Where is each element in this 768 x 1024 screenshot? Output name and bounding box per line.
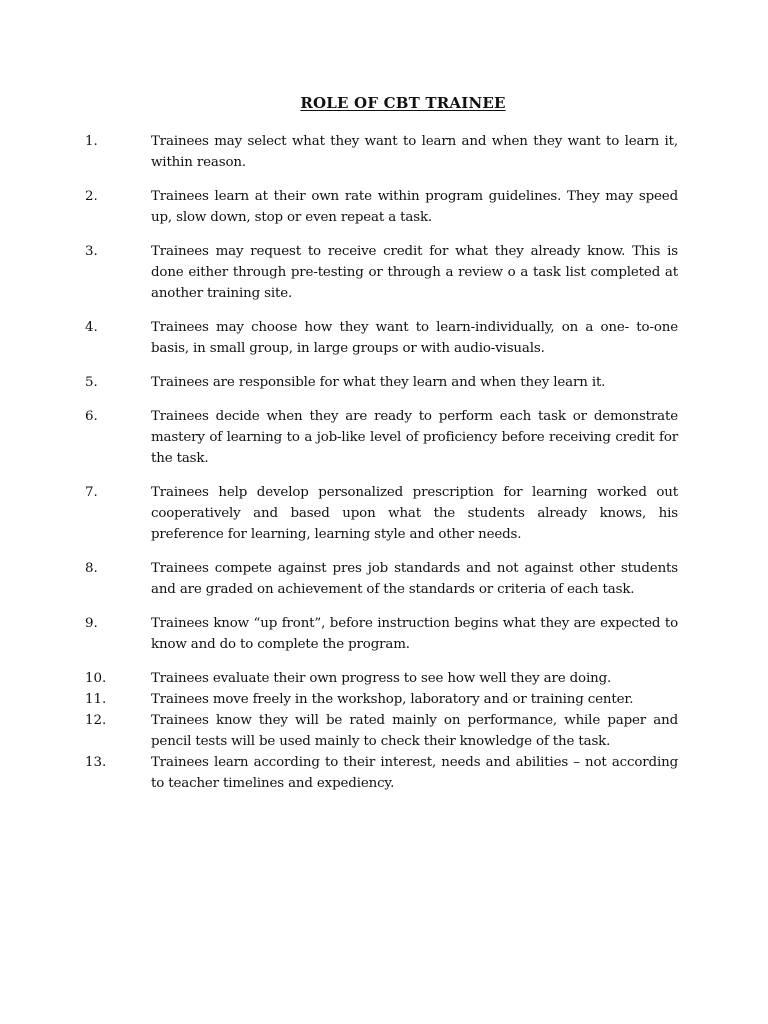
- item-number: 8.: [85, 561, 98, 576]
- item-text: Trainees learn at their own rate within program guidelines. They may speed up, slow down, stop or even repeat a task.: [151, 189, 678, 225]
- item-number: 13.: [85, 755, 107, 770]
- list-item: [85, 710, 678, 752]
- item-text: Trainees know they will be rated mainly on performance, while paper and pencil tests will be used mainly to check their knowledge of the task.: [151, 713, 678, 749]
- trainee-role-list: [85, 131, 678, 794]
- item-text: Trainees help develop personalized prescription for learning worked out cooperatively and based upon what the students already knows, his preference for learning, learning style and other needs.: [151, 485, 678, 542]
- item-number: 10.: [85, 671, 107, 686]
- list-item: [85, 668, 678, 689]
- page-title: ROLE OF CBT TRAINEE: [300, 94, 506, 112]
- item-text: Trainees move freely in the workshop, laboratory and or training center.: [151, 692, 634, 707]
- list-item: [85, 482, 678, 545]
- item-text: Trainees evaluate their own progress to see how well they are doing.: [151, 671, 612, 686]
- item-text: Trainees know “up front”, before instruction begins what they are expected to know and do to complete the program.: [151, 616, 678, 652]
- item-number: 1.: [85, 134, 98, 149]
- item-number: 11.: [85, 692, 107, 707]
- item-number: 5.: [85, 375, 98, 390]
- list-item: [85, 689, 678, 710]
- item-number: 3.: [85, 244, 98, 259]
- list-item: [85, 241, 678, 304]
- item-number: 2.: [85, 189, 98, 204]
- item-number: 12.: [85, 713, 107, 728]
- item-text: Trainees may request to receive credit for what they already know. This is done either through pre-testing or through a review o a task list completed at another training site.: [151, 244, 678, 301]
- list-item: [85, 558, 678, 600]
- item-text: Trainees compete against pres job standards and not against other students and are graded on achievement of the standards or criteria of each task.: [151, 561, 678, 597]
- list-item: [85, 752, 678, 794]
- list-item: [85, 317, 678, 359]
- item-text: Trainees are responsible for what they learn and when they learn it.: [151, 375, 606, 390]
- item-number: 4.: [85, 320, 98, 335]
- list-item: [85, 406, 678, 469]
- item-text: Trainees may select what they want to learn and when they want to learn it, within reason.: [151, 134, 678, 170]
- item-number: 9.: [85, 616, 98, 631]
- item-text: Trainees learn according to their interest, needs and abilities – not according to teacher timelines and expediency.: [151, 755, 678, 791]
- item-number: 7.: [85, 485, 98, 500]
- list-item: [85, 372, 678, 393]
- item-number: 6.: [85, 409, 98, 424]
- list-item: [85, 186, 678, 228]
- item-text: Trainees may choose how they want to learn-individually, on a one- to-one basis, in small group, in large groups or with audio-visuals.: [151, 320, 678, 356]
- list-item: [85, 131, 678, 173]
- item-text: Trainees decide when they are ready to perform each task or demonstrate mastery of learning to a job-like level of proficiency before receiving credit for the task.: [151, 409, 678, 466]
- list-item: [85, 613, 678, 655]
